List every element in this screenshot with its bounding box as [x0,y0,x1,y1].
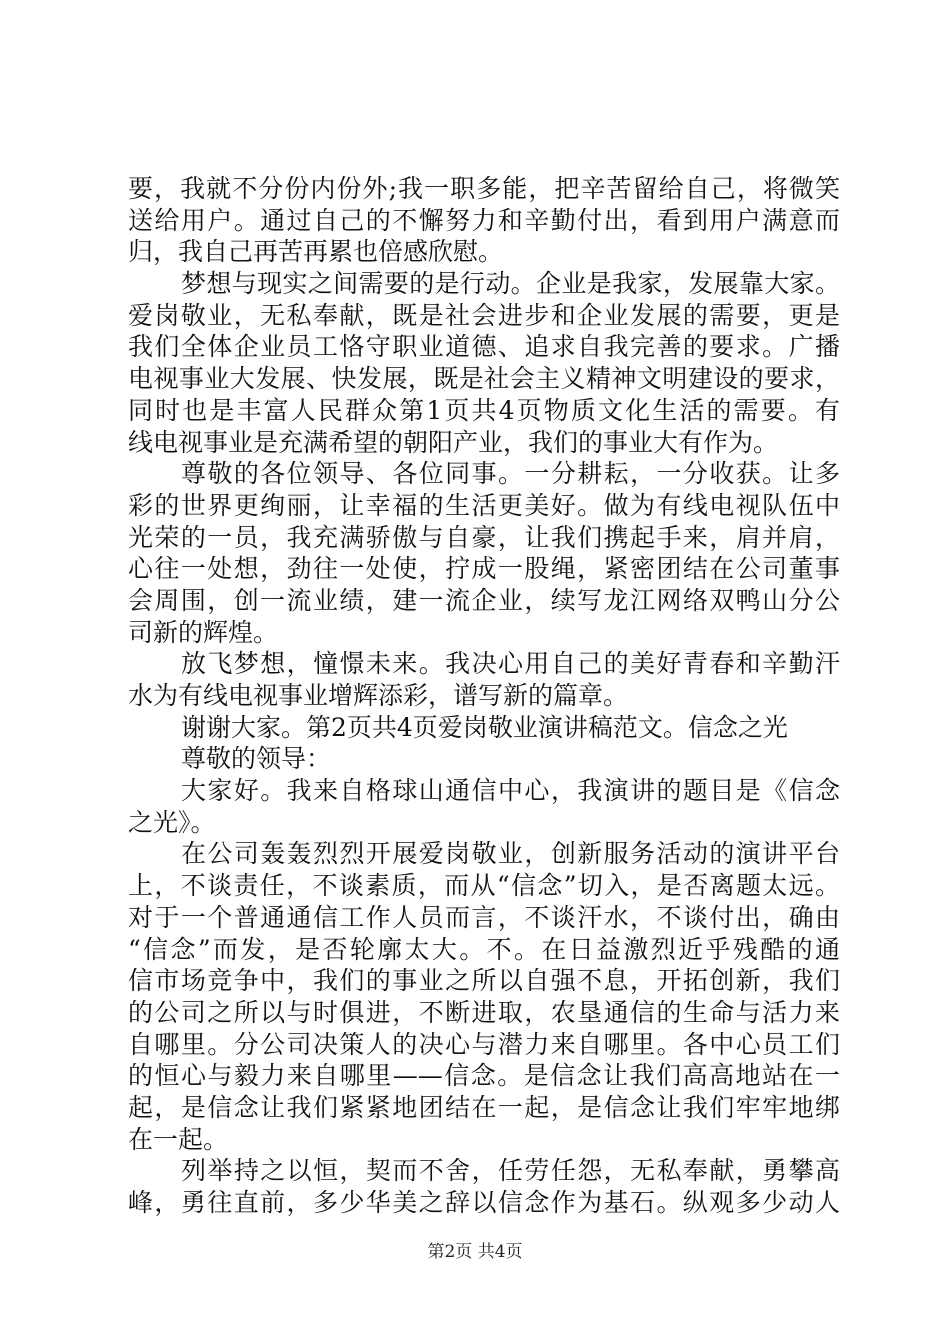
text-line: 心往一处想，劲往一处使，拧成一股绳，紧密团结在公司董事 [128,554,840,584]
text-line: 信市场竞争中，我们的事业之所以自强不息，开拓创新，我们 [128,966,840,996]
text-line: 要，我就不分份内份外;我一职多能，把辛苦留给自己，将微笑 [128,174,840,203]
text-line: 在一起。 [128,1124,229,1154]
text-line: 尊敬的各位领导、各位同事。一分耕耘，一分收获。让多 [181,459,840,489]
text-line: 归，我自己再苦再累也倍感欣慰。 [128,237,504,267]
text-line: 线电视事业是充满希望的朝阳产业，我们的事业大有作为。 [128,427,779,457]
text-line: 同时也是丰富人民群众第1页共4页物质文化生活的需要。有 [128,395,840,425]
text-line: 的恒心与毅力来自哪里——信念。是信念让我们高高地站在一 [128,1061,840,1091]
text-line: 司新的辉煌。 [128,617,279,647]
text-line: 电视事业大发展、快发展，既是社会主义精神文明建设的要求， [128,364,840,394]
text-line: 放飞梦想，憧憬未来。我决心用自己的美好青春和辛勤汗 [181,649,840,679]
text-line: 彩的世界更绚丽，让幸福的生活更美好。做为有线电视队伍中 [128,490,840,520]
text-line: 的公司之所以与时俱进，不断进取，农垦通信的生命与活力来 [128,997,840,1027]
text-line: 送给用户。通过自己的不懈努力和辛勤付出，看到用户满意而 [128,205,840,235]
text-line: 我们全体企业员工恪守职业道德、追求自我完善的要求。广播 [128,332,840,362]
text-line: 上，不谈责任，不谈素质，而从“信念”切入，是否离题太远。 [128,871,840,901]
text-line: 对于一个普通通信工作人员而言，不谈汗水，不谈付出，确由 [128,902,840,932]
text-line: 列举持之以恒，契而不舍，任劳任怨，无私奉献，勇攀高 [181,1156,840,1186]
text-line: “信念”而发，是否轮廓太大。不。在日益激烈近乎残酷的通 [128,934,840,964]
text-line: 爱岗敬业，无私奉献，既是社会进步和企业发展的需要，更是 [128,300,840,330]
text-line: 自哪里。分公司决策人的决心与潜力来自哪里。各中心员工们 [128,1029,840,1059]
text-line: 水为有线电视事业增辉添彩，谱写新的篇章。 [128,681,629,710]
text-line: 之光》。 [128,807,216,837]
text-line: 在公司轰轰烈烈开展爱岗敬业，创新服务活动的演讲平台 [181,839,840,869]
text-line: 尊敬的领导： [181,744,332,774]
text-line: 光荣的一员，我充满骄傲与自豪，让我们携起手来，肩并肩， [128,522,840,552]
text-line: 大家好。我来自格球山通信中心，我演讲的题目是《信念 [181,776,840,806]
text-line: 会周围，创一流业绩，建一流企业，续写龙江网络双鸭山分公 [128,585,840,615]
text-line: 峰，勇往直前，多少华美之辞以信念作为基石。纵观多少动人 [128,1188,840,1217]
page-footer: 第2页 共4页 [427,1242,523,1262]
document-body [128,173,840,1219]
text-line: 起，是信念让我们紧紧地团结在一起，是信念让我们牢牢地绑 [128,1092,840,1122]
text-line: 谢谢大家。第2页共4页爱岗敬业演讲稿范文。信念之光 [181,712,788,742]
text-line: 梦想与现实之间需要的是行动。企业是我家，发展靠大家。 [181,269,840,299]
